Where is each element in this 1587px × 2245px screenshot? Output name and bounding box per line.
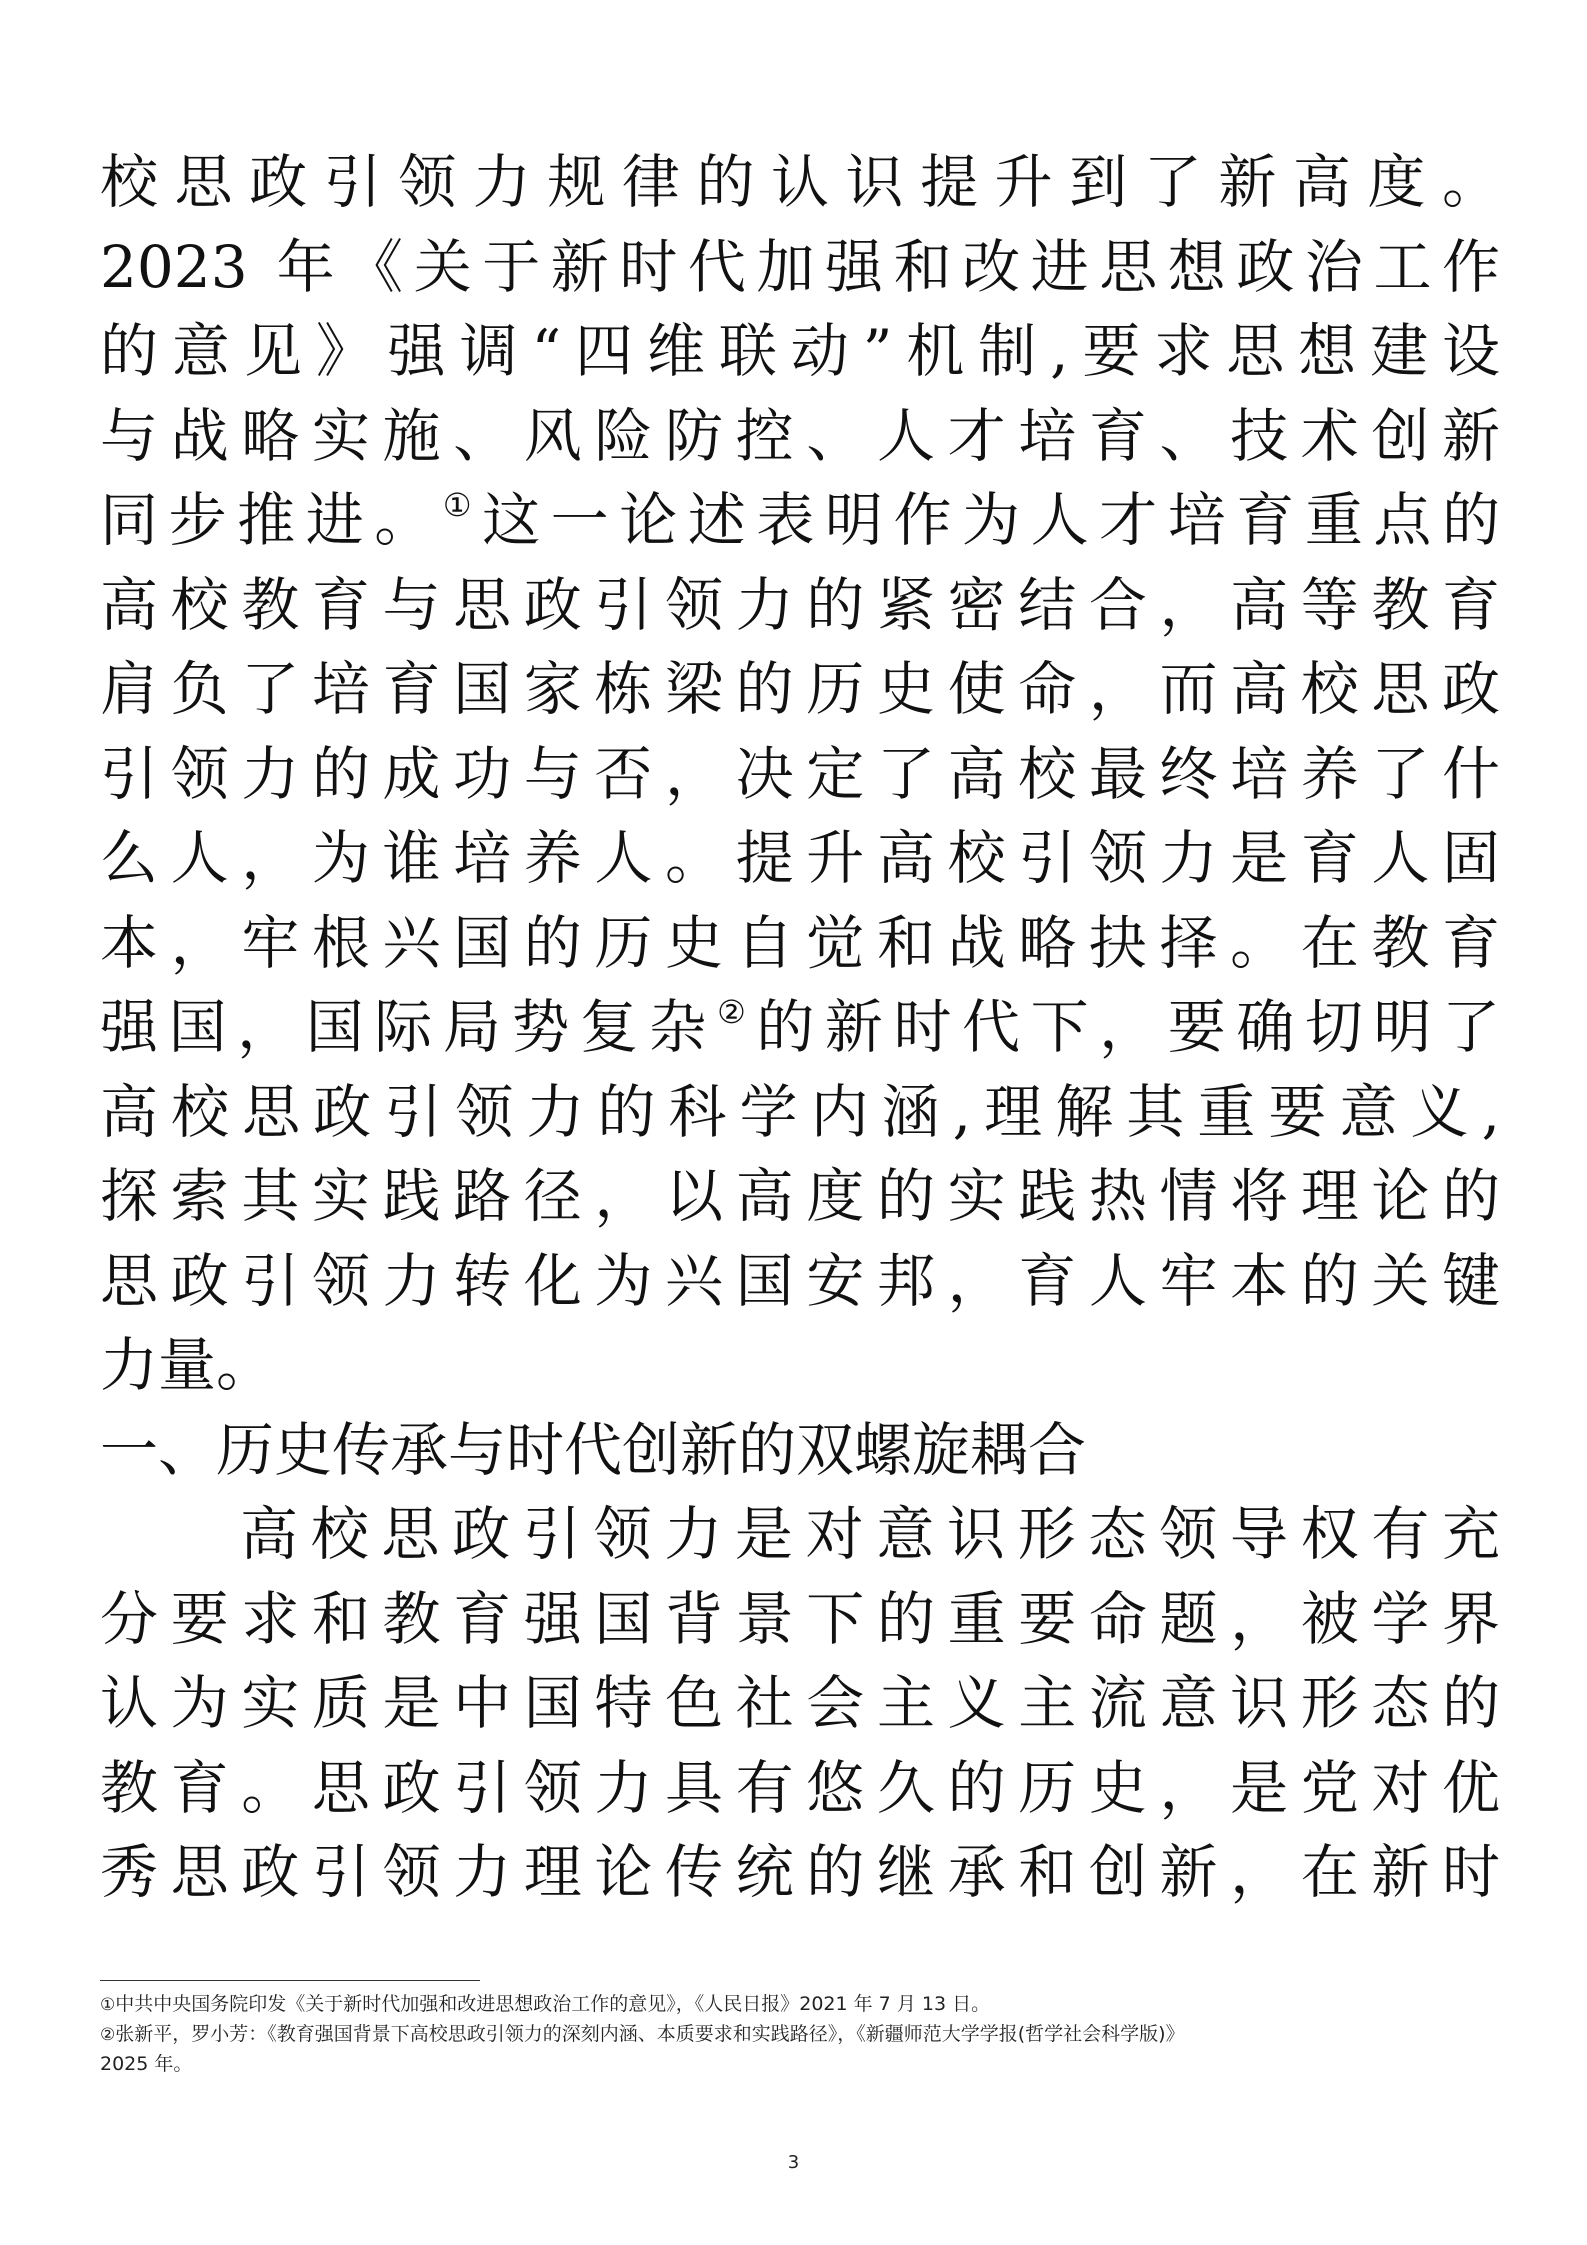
text-line: 探索其实践路径，以高度的实践热情将理论的	[100, 1162, 1500, 1230]
footnote-separator	[100, 1980, 480, 1981]
text-line: 力量。	[100, 1331, 275, 1399]
footnote-2	[100, 2020, 1500, 2050]
text-line: 肩负了培育国家栋梁的历史使命，而高校思政	[100, 655, 1500, 723]
text-line: 秀思政引领力理论传统的继承和创新，在新时	[100, 1838, 1500, 1906]
text-line: 引领力的成功与否，决定了高校最终培养了什	[100, 739, 1500, 808]
text-line: 高校思政引领力的科学内涵,理解其重要意义,	[100, 1077, 1500, 1146]
text-line: 分要求和教育强国背景下的重要命题，被学界	[100, 1584, 1500, 1653]
text-line: 本，牢根兴国的历史自觉和战略抉择。在教育	[100, 908, 1500, 977]
footnote-text: 中共中央国务院印发《关于新时代加强和改进思想政治工作的意见》，《人民日报》2021 年 7 月 13 日。	[115, 1993, 991, 2015]
text-line: 高校教育与思政引领力的紧密结合，高等教育	[100, 570, 1500, 639]
footnote-reference-2[interactable]: ②	[717, 993, 757, 1031]
body-text	[100, 140, 1500, 1915]
footnote-reference-1[interactable]: ①	[442, 486, 483, 524]
text-line: 校思政引领力规律的认识提升到了新高度。	[100, 148, 1500, 216]
footnote-2-continuation: 2025 年。	[100, 2053, 193, 2075]
text-segment: 的新时代下，要确切明了	[756, 993, 1500, 1061]
text-line: 2023 年《关于新时代加强和改进思想政治工作	[100, 232, 1500, 301]
text-segment: 这一论述表明作为人才培育重点的	[482, 486, 1500, 554]
text-line: 认为实质是中国特色社会主义主流意识形态的	[100, 1669, 1500, 1737]
text-line: 的意见》强调“四维联动”机制,要求思想建设	[100, 317, 1500, 385]
footnote-text: 张新平，罗小芳：《教育强国背景下高校思政引领力的深刻内涵、本质要求和实践路径》，《新疆师范大学学报(哲学社会科学版)》	[115, 2023, 1185, 2045]
text-line: 教育。思政引领力具有悠久的历史，是党对优	[100, 1753, 1500, 1822]
text-segment: 强国，国际局势复杂	[100, 993, 718, 1061]
footnote-mark: ②	[100, 2025, 116, 2045]
page-number: 3	[787, 2152, 800, 2173]
text-line	[100, 478, 1500, 563]
section-heading: 一、历史传承与时代创新的双螺旋耦合	[100, 1415, 1087, 1484]
footnotes	[100, 1990, 1500, 2079]
text-line	[100, 985, 1500, 1070]
text-segment: 同步推进。	[100, 486, 443, 554]
text-line: 与战略实施、风险防控、人才培育、技术创新	[100, 401, 1500, 470]
footnote-1	[100, 1990, 1500, 2020]
text-line: 高校思政引领力是对意识形态领导权有充	[240, 1500, 1500, 1568]
text-line: 思政引领力转化为兴国安邦，育人牢本的关键	[100, 1246, 1500, 1315]
footnote-mark: ①	[100, 1995, 116, 2015]
text-line: 么人，为谁培养人。提升高校引领力是育人固	[100, 824, 1500, 892]
